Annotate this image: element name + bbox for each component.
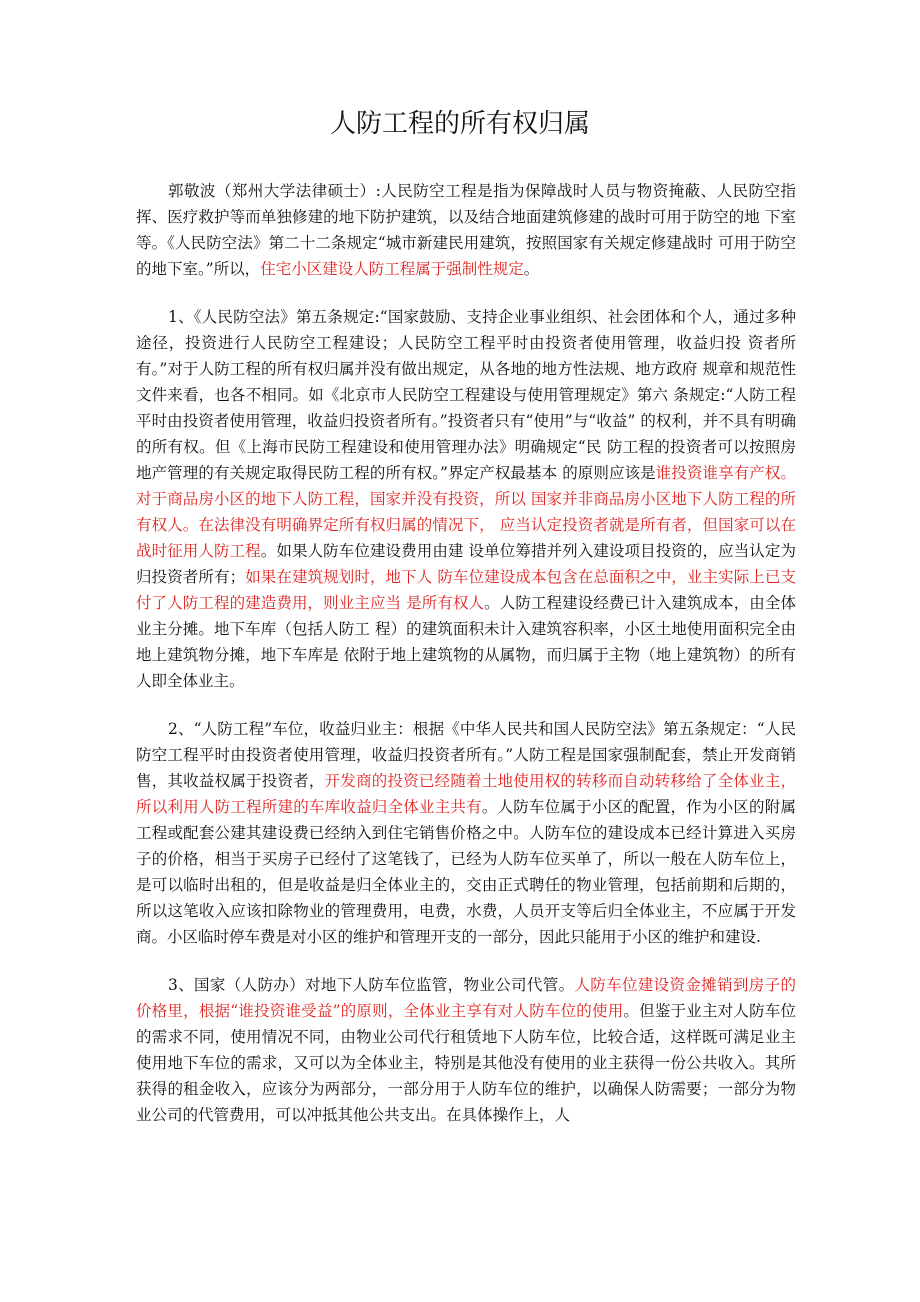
highlighted-text-run: 开发商的投资已经随着土地使用权的转移而自动转移给了全体业主，所以利用人防工程所建的车库收益归全体业主共有 [136,772,796,816]
paragraph-section-3 [136,972,796,1128]
paragraph-section-2 [136,716,796,950]
text-run: 。人防车位属于小区的配置，作为小区的附属工程或配套公建其建设费已经纳入到住宅销售价格之中。人防车位的建设成本已经计算进入买房子的价格，相当于买房子已经付了这笔钱了，已经为人防车位买单了，所以一般在人防车位上，是可以临时出租的，但是收益是归全体业主的，交由正式聘任的物业管理，包括前期和后期的，所以这笔收入应该扣除物业的管理费用，电费，水费，人员开支等后归全体业主，不应属于开发商。小区临时停车费是对小区的维护和管理开支的一部分，因此只能用于小区的维护和建设. [136,798,796,946]
text-run: 。 [523,260,540,278]
text-run: 。人防工程建设经费已计入建筑成本，由全体业主分摊。地下车库（包括人防工 程）的建筑面积未计入建筑容积率，小区土地使用面积完全由地上建筑物分摊，地下车库是 依附于地上建筑物的从属物，而归属于主物（地上建筑物）的所有人即全体业主。 [136,594,796,690]
text-run: 1、《人民防空法》第五条规定:“国家鼓励、支持企业事业组织、社会团体和个人，通过多种途径，投资进行人民防空工程建设；人民防空工程平时由投资者使用管理，收益归投 资者所有。”对于人防工程的所有权归属并没有做出规定，从各地的地方性法规、地方政府 规章和规范性文件来看，也各不相同。如《北京市人民防空工程建设与使用管理规定》第六 条规定:“人防工程平时由投资者使用管理，收益归投资者所有。”投资者只有“使用”与“收益” 的权利，并不具有明确的所有权。但《上海市民防工程建设和使用管理办法》明确规定“民 防工程的投资者可以按照房地产管理的有关规定取得民防工程的所有权。”界定产权最基本 的原则应该是 [136,308,796,482]
text-run: 2、“人防工程”车位，收益归业主：根据《中华人民共和国人民防空法》第五条规定：“人民防空工程平时由投资者使用管理，收益归投资者所有。”人防工程是国家强制配套，禁止开发商销售，其收益权属于投资者， [136,720,796,790]
text-run: 3、国家（人防办）对地下人防车位监管，物业公司代管。 [168,976,575,994]
text-run: 。但鉴于业主对人防车位的需求不同，使用情况不同，由物业公司代行租赁地下人防车位，比较合适，这样既可满足业主使用地下车位的需求，又可以为全体业主，特别是其他没有使用的业主获得一份公共收入。其所获得的租金收入，应该分为两部分，一部分用于人防车位的维护，以确保人防需要；一部分为物业公司的代管费用，可以冲抵其他公共支出。在具体操作上，人 [136,1002,796,1124]
highlighted-text-run: 住宅小区建设人防工程属于强制性规定 [260,260,524,278]
text-run: 。如果人防车位建设费用由建 设单位筹措并列入建设项目投资的，应当认定为归投资者所有； [136,542,796,586]
highlighted-text-run: 人防车位建设资金摊销到房子的价格里，根据“谁投资谁受益”的原则，全体业主享有对人防车位的使用 [136,976,796,1020]
document-title: 人防工程的所有权归属 [329,109,590,139]
text-run: 郭敬波（郑州大学法律硕士）:人民防空工程是指为保障战时人员与物资掩蔽、人民防空指 挥、医疗救护等而单独修建的地下防护建筑，以及结合地面建筑修建的战时可用于防空的地 下室等。《人民防空法》第二十二条规定“城市新建民用建筑，按照国家有关规定修建战时 可用于防空的地下室。”所以， [136,182,796,278]
document-body [136,178,796,1150]
highlighted-text-run: 谁投资谁享有产权。对于商品房小区的地下人防工程，国家并没有投资，所以 国家并非商品房小区地下人防工程的所有权人。在法律没有明确界定所有权归属的情况下， 应当认定投资者就是所有者，但国家可以在战时征用人防工程 [136,464,796,560]
paragraph-intro [136,178,796,282]
paragraph-section-1 [136,304,796,694]
highlighted-text-run: 如果在建筑规划时，地下人 防车位建设成本包含在总面积之中，业主实际上已支付了人防工程的建造费用，则业主应当 是所有权人 [136,568,796,612]
